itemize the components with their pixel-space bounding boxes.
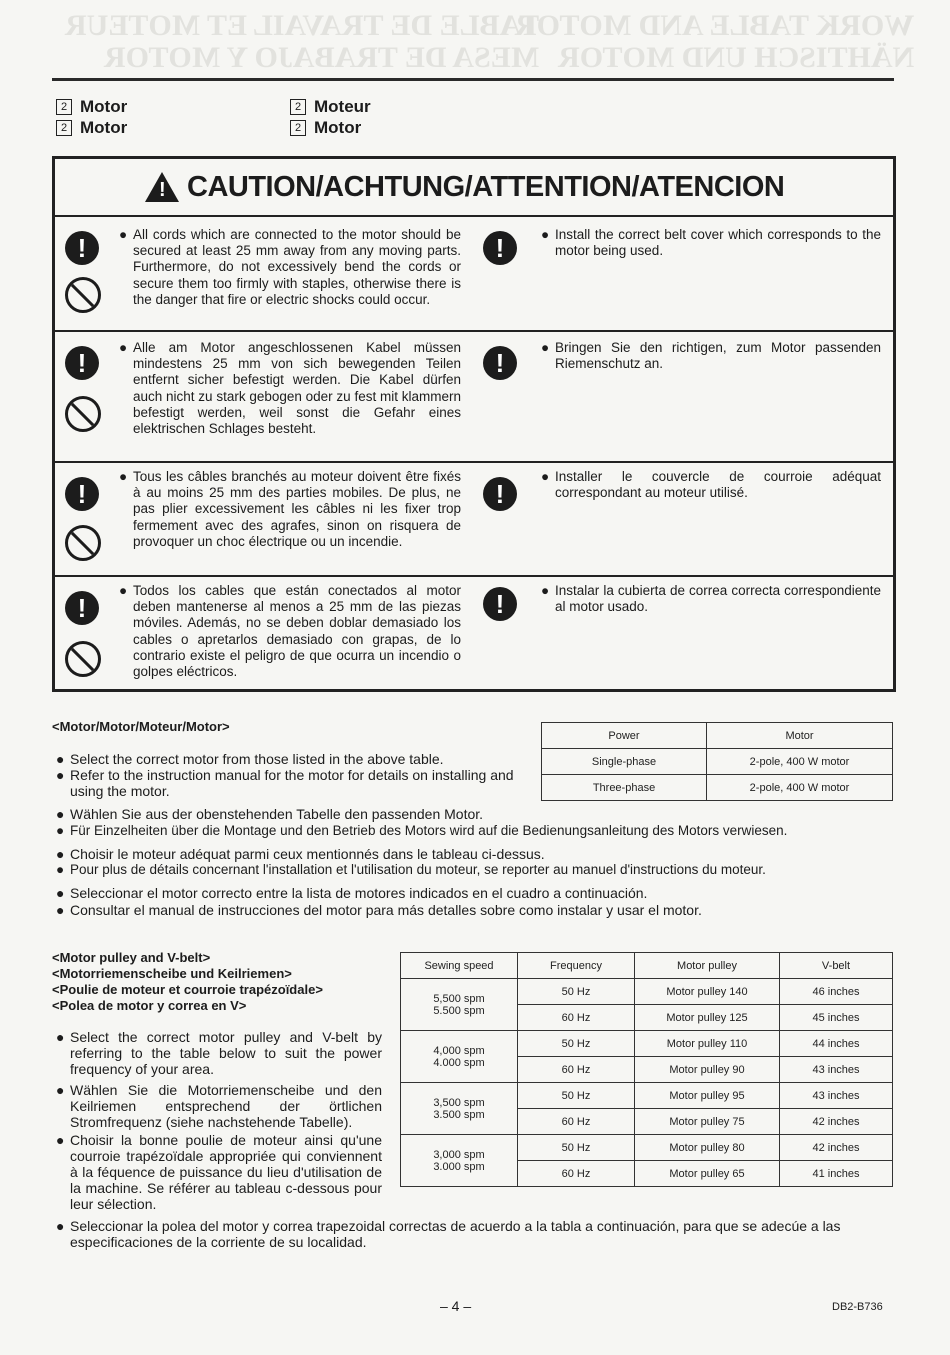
prohibited-icon bbox=[65, 396, 101, 432]
table-cell: Single-phase bbox=[542, 749, 707, 775]
doc-code: DB2-B736 bbox=[832, 1301, 883, 1313]
caution-text-left: ● All cords which are connected to the motor should be secured at least 25 mm away from any moving parts. Furthermore, do not excessively bend the cords or secure them too firmly with staples, otherwise there is the danger that fire or electric shocks could occur. bbox=[119, 227, 461, 307]
table-cell: 60 Hz bbox=[518, 1005, 635, 1031]
caution-row-fr bbox=[55, 463, 893, 577]
caution-text-left: ● Tous les câbles branchés au moteur doivent être fixés à au moins 25 mm des parties mobiles. De plus, ne pas plier excessivement les câbles ni les fixer trop fermement avec des agrafes, sinon on risquera de provoquer un choc électrique ou un incendie. bbox=[119, 469, 461, 549]
caution-text-right: ● Installer le couvercle de courroie adéquat correspondant au moteur utilisé. bbox=[541, 469, 881, 501]
table-cell: 43 inches bbox=[780, 1083, 893, 1109]
caution-text-right: ● Instalar la cubierta de correa correcta correspondiente al motor usado. bbox=[541, 583, 881, 615]
caution-title: ! CAUTION/ACHTUNG/ATTENTION/ATENCION bbox=[55, 159, 893, 217]
mandatory-icon: ! bbox=[483, 477, 517, 511]
table-cell: Motor pulley 95 bbox=[635, 1083, 780, 1109]
table-cell: 50 Hz bbox=[518, 1031, 635, 1057]
warning-triangle-icon: ! bbox=[145, 172, 179, 202]
caution-row-es bbox=[55, 577, 893, 689]
mandatory-icon: ! bbox=[483, 231, 517, 265]
mandatory-icon: ! bbox=[65, 477, 99, 511]
motor-table bbox=[541, 722, 893, 801]
prohibited-icon bbox=[65, 641, 101, 677]
table-cell: 46 inches bbox=[780, 979, 893, 1005]
table-cell: Motor pulley 80 bbox=[635, 1135, 780, 1161]
table-cell: 42 inches bbox=[780, 1135, 893, 1161]
table-header: Frequency bbox=[518, 953, 635, 979]
mandatory-icon: ! bbox=[483, 346, 517, 380]
table-cell: 50 Hz bbox=[518, 1083, 635, 1109]
ghost-header-left: TABLE DE TRAVAIL ET MOTEUR MESA DE TRABAJO Y MOTOR bbox=[65, 9, 540, 74]
table-cell: 2-pole, 400 W motor bbox=[707, 775, 893, 801]
section-header-motor-es: 2 Motor bbox=[290, 117, 361, 138]
pulley-section-label: <Motorriemenscheibe und Keilriemen> bbox=[52, 966, 292, 981]
table-header: Motor bbox=[707, 723, 893, 749]
table-header: V-belt bbox=[780, 953, 893, 979]
mandatory-icon: ! bbox=[65, 346, 99, 380]
section-header-motor-en: 2 Motor bbox=[56, 96, 127, 117]
table-cell: Motor pulley 125 bbox=[635, 1005, 780, 1031]
list-item: ● Select the correct motor from those listed in the above table. bbox=[56, 751, 444, 767]
table-cell: Motor pulley 75 bbox=[635, 1109, 780, 1135]
caution-text-right: ● Install the correct belt cover which corresponds to the motor being used. bbox=[541, 227, 881, 259]
table-header: Sewing speed bbox=[401, 953, 518, 979]
pulley-section-label: <Poulie de moteur et courroie trapézoïdale> bbox=[52, 982, 323, 997]
table-cell: Three-phase bbox=[542, 775, 707, 801]
table-header: Power bbox=[542, 723, 707, 749]
list-item: ● Seleccionar el motor correcto entre la lista de motores indicados en el cuadro a continuación. bbox=[56, 885, 648, 901]
table-cell: Motor pulley 65 bbox=[635, 1161, 780, 1187]
prohibited-icon bbox=[65, 525, 101, 561]
mandatory-icon: ! bbox=[483, 587, 517, 621]
caution-row-de bbox=[55, 332, 893, 463]
prohibited-icon bbox=[65, 277, 101, 313]
list-item: ● Select the correct motor pulley and V-belt by referring to the table below to suit the power frequency of your area. bbox=[56, 1029, 382, 1077]
list-item: ● Consultar el manual de instrucciones del motor para más detalles sobre como instalar y usar el motor. bbox=[56, 902, 702, 918]
list-item: ● Pour plus de détails concernant l'installation et l'utilisation du moteur, se reporter au manuel d'instructions du moteur. bbox=[56, 862, 766, 877]
section-header-moteur-fr: 2 Moteur bbox=[290, 96, 371, 117]
table-cell: 4,000 spm 4.000 spm bbox=[401, 1031, 518, 1083]
mandatory-icon: ! bbox=[65, 591, 99, 625]
pulley-section-label: <Motor pulley and V-belt> bbox=[52, 950, 211, 965]
list-item: ● Wählen Sie die Motorriemenscheibe und den Keilriemen entsprechend der örtlichen Stromfrequenz (siehe nachstehende Tabelle). bbox=[56, 1082, 382, 1130]
table-cell: 44 inches bbox=[780, 1031, 893, 1057]
table-cell: Motor pulley 90 bbox=[635, 1057, 780, 1083]
table-cell: 2-pole, 400 W motor bbox=[707, 749, 893, 775]
list-item: ● Refer to the instruction manual for the motor for details on installing and using the motor. bbox=[56, 767, 514, 799]
pulley-table bbox=[400, 952, 893, 1187]
mandatory-icon: ! bbox=[65, 231, 99, 265]
list-item: ● Choisir la bonne poulie de moteur ainsi qu'une courroie trapézoïdale appropriée qui conviennent à la féquence de puissance du lieu d'utilisation de la machine. Se référer au tableau c-dessous pour leur sélection. bbox=[56, 1132, 382, 1212]
list-item: ● Wählen Sie aus der obenstehenden Tabelle den passenden Motor. bbox=[56, 806, 484, 822]
table-cell: 45 inches bbox=[780, 1005, 893, 1031]
header-rule bbox=[52, 78, 894, 81]
table-cell: 5,500 spm 5.500 spm bbox=[401, 979, 518, 1031]
table-cell: 41 inches bbox=[780, 1161, 893, 1187]
table-cell: 43 inches bbox=[780, 1057, 893, 1083]
caution-text-left: ● Todos los cables que están conectados al motor deben mantenerse al menos a 25 mm de las piezas móviles. Además, no se deben doblar demasiado los cables o apretarlos demasiado con grapas, de lo contrario existe el peligro de que ocurra un incendio o golpes eléctricos. bbox=[119, 583, 461, 680]
table-cell: 3,500 spm 3.500 spm bbox=[401, 1083, 518, 1135]
table-cell: 50 Hz bbox=[518, 1135, 635, 1161]
table-cell: 42 inches bbox=[780, 1109, 893, 1135]
pulley-section-label: <Polea de motor y correa en V> bbox=[52, 998, 247, 1013]
table-cell: 60 Hz bbox=[518, 1057, 635, 1083]
list-item: ● Seleccionar la polea del motor y correa trapezoidal correctas de acuerdo a la tabla a continuación, para que se adecúe a las especificaciones de la corriente de su localidad. bbox=[56, 1218, 841, 1250]
caution-box bbox=[52, 156, 896, 692]
caution-text-right: ● Bringen Sie den richtigen, zum Motor passenden Riemenschutz an. bbox=[541, 340, 881, 372]
table-cell: 60 Hz bbox=[518, 1161, 635, 1187]
section-header-motor-de: 2 Motor bbox=[56, 117, 127, 138]
table-cell: 50 Hz bbox=[518, 979, 635, 1005]
motor-section-label: <Motor/Motor/Moteur/Motor> bbox=[52, 719, 230, 734]
table-cell: Motor pulley 140 bbox=[635, 979, 780, 1005]
list-item: ● Für Einzelheiten über die Montage und den Betrieb des Motors wird auf die Bedienungsanleitung des Motors verwiesen. bbox=[56, 823, 788, 838]
table-header: Motor pulley bbox=[635, 953, 780, 979]
table-cell: 60 Hz bbox=[518, 1109, 635, 1135]
table-cell: 3,000 spm 3.000 spm bbox=[401, 1135, 518, 1187]
table-cell: Motor pulley 110 bbox=[635, 1031, 780, 1057]
ghost-header-right: WORK TABLE AND MOTOR NÄHTISCH UND MOTOR bbox=[515, 9, 915, 74]
caution-row-en bbox=[55, 217, 893, 332]
caution-text-left: ● Alle am Motor angeschlossenen Kabel müssen mindestens 25 mm von sich bewegenden Teilen entfernt sicher befestigt werden. Die Kabel dürfen auch nicht zu stark gebogen oder zu fest mit klammern befestigt werden, weil sonst die Gefahr eines elektrischen Schlages besteht. bbox=[119, 340, 461, 437]
list-item: ● Choisir le moteur adéquat parmi ceux mentionnés dans le tableau ci-dessus. bbox=[56, 846, 545, 862]
page-number: – 4 – bbox=[440, 1298, 472, 1314]
